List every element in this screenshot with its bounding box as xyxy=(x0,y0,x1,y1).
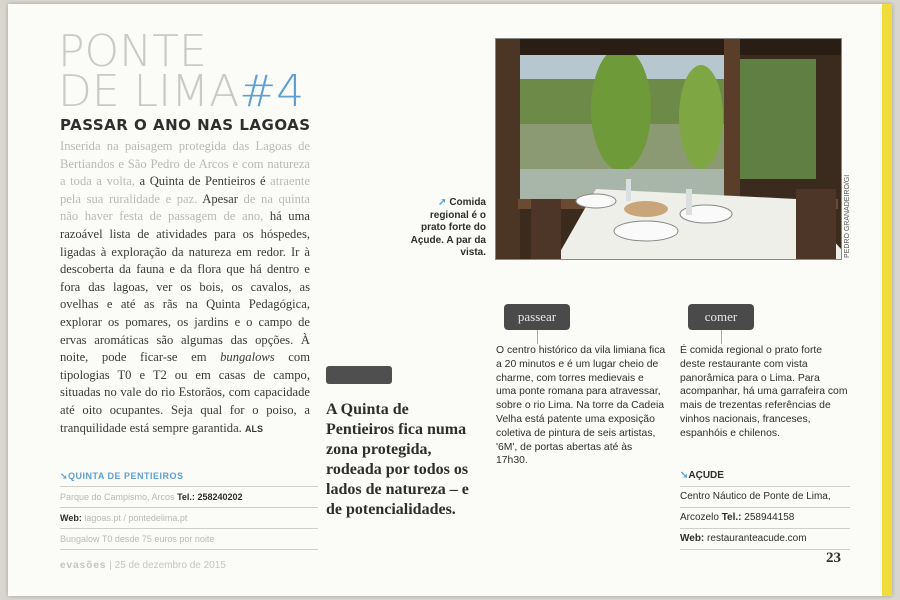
info-box-quinta xyxy=(60,466,318,550)
body-text: a Quinta de Pentieiros é xyxy=(134,174,271,189)
body-text-faint: Inserida na paisagem protegida das Lagoas de Bertiandos e São Pedro de Arcos e com natureza a toda a volta, xyxy=(60,139,310,189)
acude-address-row: Centro Náutico de Ponte de Lima, xyxy=(680,487,850,508)
section-tag-comer: comer xyxy=(688,304,754,330)
info-box-acude xyxy=(680,466,850,550)
photo-caption: ➚ Comida regional é o prato forte do Açude. A par da vista. xyxy=(410,197,486,258)
arrow-icon: ➚ xyxy=(438,197,447,208)
title-line-1: PONTE xyxy=(58,26,207,77)
section-tag-passear: passear xyxy=(504,304,570,330)
pull-quote-bar xyxy=(326,366,392,384)
page-number: 23 xyxy=(826,550,841,566)
body-text: Apesar xyxy=(197,191,244,206)
page-footer: evasões | 25 de dezembro de 2015 xyxy=(60,560,226,571)
body-text: com tipologias T0 e T2 ou em casas de campo, situadas no vale do rio Estorãos, com capacidade até oito ocupantes. Seja qual for o poiso, a tranquilidade está sempre garantida. xyxy=(60,350,310,435)
title-number: #4 xyxy=(239,66,305,117)
arrow-icon: ➘ xyxy=(60,471,69,481)
acude-tel-row: Arcozelo Tel.: 258944158 xyxy=(680,508,850,529)
magazine-name: evasões xyxy=(60,560,107,571)
web-link[interactable]: lagoas.pt / pontedelima.pt xyxy=(84,513,188,523)
photo-credit: PEDRO GRANADEIRO/GI xyxy=(844,174,851,258)
body-text: há uma razoável lista de atividades para os hóspedes, ligadas à exploração da natureza em redor. Ir à descoberta da fauna e da flora que há dentro e fora das lagoas, ver os bois, os cavalos, as ovelhas e até as rãs na Quinta Pedagógica, explorar os pomares, os jardins e o campo de ervas aromáticas são algumas das opções. À noite, pode ficar-se em xyxy=(60,209,310,365)
body-text-faint: de na quinta não haver festa de passagem de ano, xyxy=(60,191,310,224)
body-text-faint: atraente pela sua ruralidade e paz. xyxy=(60,174,310,206)
restaurant-photo xyxy=(495,38,842,260)
author-signature: ALS xyxy=(245,423,263,434)
info-address-row: Parque do Campismo, Arcos Tel.: 258240202 xyxy=(60,487,318,508)
web-label: Web: xyxy=(60,513,82,523)
acude-web-row: Web: restauranteacude.com xyxy=(680,529,850,550)
tel-label: Tel.: xyxy=(177,492,195,502)
article-body xyxy=(60,138,310,438)
info-heading: ➘QUINTA DE PENTIEIROS xyxy=(60,466,318,487)
article-subtitle: PASSAR O ANO NAS LAGOAS xyxy=(60,116,311,134)
acude-heading: ➘AÇUDE xyxy=(680,466,850,487)
restaurant-terrace-image xyxy=(496,39,841,259)
magazine-page xyxy=(8,4,892,596)
comer-text: É comida regional o prato forte deste restaurante com vista panorâmica para o Lima. Para acompanhar, há uma garrafeira com mais de trezentas referências de vinhos nacionais, franceses, espanhóis e chilenos. xyxy=(680,345,848,439)
page-edge xyxy=(882,4,892,596)
body-italic: bungalows xyxy=(220,350,275,365)
title-line-2: DE LIMA#4 xyxy=(58,66,305,117)
info-prices-row: Bungalow T0 desde 75 euros por noite xyxy=(60,529,318,550)
tel-value: 258240202 xyxy=(197,492,243,502)
info-web-row xyxy=(60,508,318,529)
pull-quote: A Quinta de Pentieiros fica numa zona protegida, rodeada por todos os lados de natureza – e de potencialidades. xyxy=(326,401,469,518)
passear-text: O centro histórico da vila limiana fica a 20 minutos e é um lugar cheio de charme, com torres medievais e uma ponte romana para atravessar, sobre o rio Lima. Na torre da Cadeia Velha está patente uma exposição coletiva de pintura de seis artistas, '6M', de portas abertas até às 17h30. xyxy=(496,345,666,467)
article-title xyxy=(58,26,305,117)
arrow-icon: ➘ xyxy=(680,470,689,481)
issue-date: 25 de dezembro de 2015 xyxy=(114,560,226,571)
web-link[interactable]: restauranteacude.com xyxy=(707,533,807,544)
